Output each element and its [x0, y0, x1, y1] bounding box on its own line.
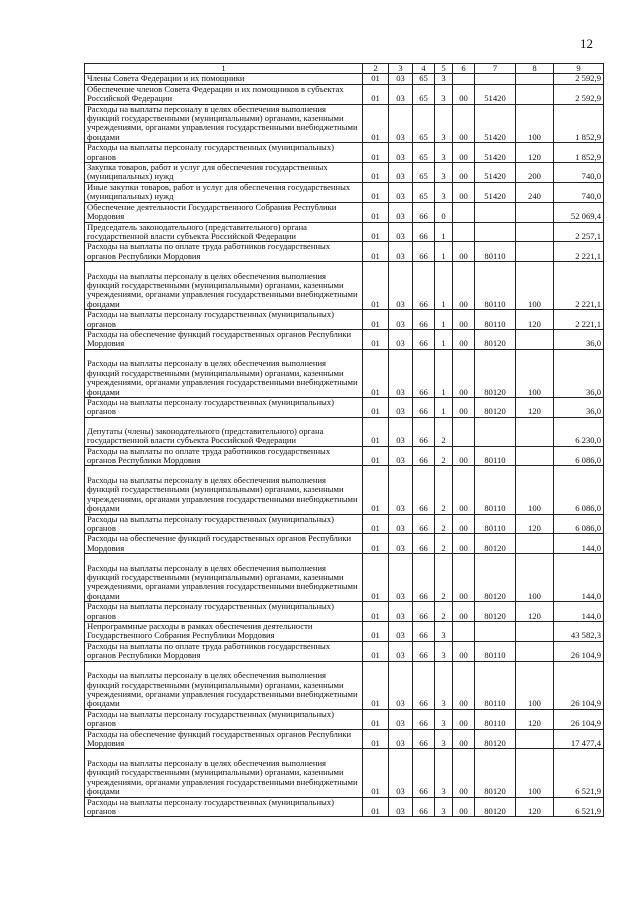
row-amount: 36,0: [554, 349, 604, 397]
row-section: 01: [363, 797, 389, 817]
row-subprogram: 3: [435, 74, 453, 84]
row-section: 01: [363, 466, 389, 514]
row-amount: 36,0: [554, 330, 604, 350]
row-amount: 52 069,4: [554, 202, 604, 222]
row-name: Расходы на выплаты персоналу государственных (муниципальных) органов: [85, 797, 363, 817]
row-amount: 26 104,9: [554, 641, 604, 661]
row-program: 66: [413, 417, 435, 446]
row-subprogram: 3: [435, 163, 453, 183]
table-row: [85, 330, 604, 350]
row-amount: 6 521,9: [554, 797, 604, 817]
row-direction: 00: [453, 84, 475, 104]
row-code: 80120: [475, 602, 516, 622]
row-section: 01: [363, 84, 389, 104]
row-code: 80120: [475, 330, 516, 350]
row-section: 01: [363, 446, 389, 466]
row-name: Расходы на выплаты по оплате труда работников государственных органов Республики Мордовия: [85, 641, 363, 661]
row-subsection: 03: [389, 397, 413, 417]
table-row: [85, 182, 604, 202]
row-subprogram: 1: [435, 242, 453, 262]
row-subprogram: 1: [435, 222, 453, 242]
row-program: 65: [413, 104, 435, 143]
row-subprogram: 2: [435, 554, 453, 602]
row-subprogram: 2: [435, 534, 453, 554]
row-subsection: 03: [389, 310, 413, 330]
row-code: 80110: [475, 466, 516, 514]
row-program: 65: [413, 84, 435, 104]
col-direction-header: 6: [453, 64, 475, 74]
row-subsection: 03: [389, 534, 413, 554]
table-row: [85, 202, 604, 222]
row-expense-type: 120: [516, 143, 554, 163]
row-amount: 2 221,1: [554, 242, 604, 262]
table-row: [85, 84, 604, 104]
row-code: [475, 222, 516, 242]
row-code: 80110: [475, 310, 516, 330]
row-amount: 2 257,1: [554, 222, 604, 242]
row-subprogram: 3: [435, 641, 453, 661]
row-subsection: 03: [389, 797, 413, 817]
row-section: 01: [363, 163, 389, 183]
row-amount: 1 852,9: [554, 143, 604, 163]
table-row: [85, 222, 604, 242]
table-row: [85, 514, 604, 534]
row-section: 01: [363, 349, 389, 397]
budget-table: [84, 63, 604, 817]
row-code: 80120: [475, 397, 516, 417]
row-section: 01: [363, 397, 389, 417]
row-section: 01: [363, 514, 389, 534]
row-program: 66: [413, 641, 435, 661]
table-row: [85, 104, 604, 143]
row-section: 01: [363, 709, 389, 729]
row-expense-type: [516, 417, 554, 446]
row-name: Расходы на выплаты персоналу в целях обеспечения выполнения функций государственными (муниципальными) органами, казенными учреждениями, органами управления государственными внебюджетными фондами: [85, 749, 363, 797]
row-program: 66: [413, 222, 435, 242]
row-section: 01: [363, 310, 389, 330]
row-direction: 00: [453, 182, 475, 202]
row-name: Закупка товаров, работ и услуг для обеспечения государственных (муниципальных) нужд: [85, 163, 363, 183]
row-subprogram: 3: [435, 729, 453, 749]
table-row: [85, 709, 604, 729]
row-expense-type: [516, 84, 554, 104]
row-expense-type: [516, 622, 554, 642]
row-direction: 00: [453, 104, 475, 143]
row-program: 66: [413, 709, 435, 729]
row-subprogram: 2: [435, 514, 453, 534]
row-name: Расходы на выплаты персоналу государственных (муниципальных) органов: [85, 397, 363, 417]
row-code: 80120: [475, 554, 516, 602]
row-expense-type: 100: [516, 749, 554, 797]
row-code: 80110: [475, 446, 516, 466]
row-subsection: 03: [389, 104, 413, 143]
row-amount: 144,0: [554, 554, 604, 602]
table-row: [85, 163, 604, 183]
row-amount: 6 086,0: [554, 514, 604, 534]
row-subprogram: 1: [435, 397, 453, 417]
row-program: 65: [413, 74, 435, 84]
row-program: 66: [413, 446, 435, 466]
row-direction: 00: [453, 514, 475, 534]
table-body: [85, 74, 604, 817]
row-direction: [453, 417, 475, 446]
row-expense-type: [516, 74, 554, 84]
row-name: Расходы на выплаты персоналу государственных (муниципальных) органов: [85, 709, 363, 729]
row-expense-type: [516, 202, 554, 222]
row-name: Расходы на выплаты по оплате труда работников государственных органов Республики Мордовия: [85, 242, 363, 262]
table-row: [85, 446, 604, 466]
row-code: 80120: [475, 534, 516, 554]
table-header-row: [85, 64, 604, 74]
row-code: 80110: [475, 242, 516, 262]
table-row: [85, 641, 604, 661]
row-amount: 26 104,9: [554, 709, 604, 729]
row-direction: 00: [453, 242, 475, 262]
col-amount-header: 9: [554, 64, 604, 74]
row-program: 66: [413, 466, 435, 514]
row-expense-type: 120: [516, 397, 554, 417]
row-direction: [453, 202, 475, 222]
row-name: Расходы на выплаты персоналу государственных (муниципальных) органов: [85, 143, 363, 163]
row-amount: 2 592,9: [554, 74, 604, 84]
row-amount: 144,0: [554, 602, 604, 622]
row-direction: 00: [453, 163, 475, 183]
row-section: 01: [363, 330, 389, 350]
row-subprogram: 3: [435, 143, 453, 163]
row-name: Расходы на обеспечение функций государственных органов Республики Мордовия: [85, 534, 363, 554]
row-subsection: 03: [389, 242, 413, 262]
row-subprogram: 3: [435, 797, 453, 817]
row-name: Расходы на выплаты персоналу государственных (муниципальных) органов: [85, 602, 363, 622]
row-program: 66: [413, 242, 435, 262]
row-name: Расходы на выплаты персоналу в целях обеспечения выполнения функций государственными (муниципальными) органами, казенными учреждениями, органами управления государственными внебюджетными фондами: [85, 349, 363, 397]
col-code-header: 7: [475, 64, 516, 74]
row-code: 51420: [475, 182, 516, 202]
table-row: [85, 554, 604, 602]
row-subsection: 03: [389, 163, 413, 183]
row-subsection: 03: [389, 729, 413, 749]
row-expense-type: 120: [516, 602, 554, 622]
row-code: 51420: [475, 143, 516, 163]
row-expense-type: [516, 534, 554, 554]
table-row: [85, 74, 604, 84]
row-amount: 740,0: [554, 182, 604, 202]
row-subprogram: 1: [435, 310, 453, 330]
row-code: 80110: [475, 709, 516, 729]
row-direction: 00: [453, 446, 475, 466]
row-program: 66: [413, 554, 435, 602]
row-section: 01: [363, 104, 389, 143]
row-name: Члены Совета Федерации и их помощники: [85, 74, 363, 84]
row-code: 80120: [475, 349, 516, 397]
table-row: [85, 602, 604, 622]
row-direction: 00: [453, 534, 475, 554]
row-expense-type: [516, 641, 554, 661]
row-code: 80120: [475, 729, 516, 749]
row-expense-type: 100: [516, 661, 554, 709]
row-subprogram: 1: [435, 330, 453, 350]
row-program: 66: [413, 602, 435, 622]
row-name: Обеспечение деятельности Государственного Собрания Республики Мордовия: [85, 202, 363, 222]
row-subsection: 03: [389, 749, 413, 797]
row-section: 01: [363, 143, 389, 163]
row-name: Расходы на выплаты персоналу в целях обеспечения выполнения функций государственными (муниципальными) органами, казенными учреждениями, органами управления государственными внебюджетными фондами: [85, 104, 363, 143]
table-row: [85, 397, 604, 417]
row-section: 01: [363, 222, 389, 242]
row-code: 80110: [475, 514, 516, 534]
row-code: [475, 202, 516, 222]
table-row: [85, 797, 604, 817]
row-subsection: 03: [389, 602, 413, 622]
row-expense-type: 120: [516, 514, 554, 534]
row-code: 51420: [475, 104, 516, 143]
row-subprogram: 3: [435, 749, 453, 797]
row-section: 01: [363, 262, 389, 310]
row-subsection: 03: [389, 143, 413, 163]
row-expense-type: 100: [516, 104, 554, 143]
row-program: 65: [413, 143, 435, 163]
row-direction: 00: [453, 602, 475, 622]
row-code: 80120: [475, 749, 516, 797]
row-name: Расходы на обеспечение функций государственных органов Республики Мордовия: [85, 729, 363, 749]
row-section: 01: [363, 622, 389, 642]
row-subsection: 03: [389, 446, 413, 466]
row-code: 51420: [475, 163, 516, 183]
row-subprogram: 2: [435, 446, 453, 466]
table-row: [85, 749, 604, 797]
table-row: [85, 466, 604, 514]
row-direction: [453, 222, 475, 242]
row-direction: 00: [453, 729, 475, 749]
page-number: 12: [580, 36, 593, 51]
row-name: Расходы на выплаты персоналу в целях обеспечения выполнения функций государственными (муниципальными) органами, казенными учреждениями, органами управления государственными внебюджетными фондами: [85, 661, 363, 709]
row-subprogram: 3: [435, 182, 453, 202]
col-subprogram-header: 5: [435, 64, 453, 74]
row-subsection: 03: [389, 554, 413, 602]
row-subprogram: 3: [435, 709, 453, 729]
row-amount: 2 221,1: [554, 262, 604, 310]
row-code: 80110: [475, 661, 516, 709]
row-subsection: 03: [389, 74, 413, 84]
row-code: 80110: [475, 641, 516, 661]
row-program: 66: [413, 622, 435, 642]
row-name: Расходы на выплаты персоналу в целях обеспечения выполнения функций государственными (муниципальными) органами, казенными учреждениями, органами управления государственными внебюджетными фондами: [85, 466, 363, 514]
table-row: [85, 310, 604, 330]
col-program-header: 4: [413, 64, 435, 74]
table-row: [85, 661, 604, 709]
col-subsection-header: 3: [389, 64, 413, 74]
row-name: Непрограммные расходы в рамках обеспечения деятельности Государственного Собрания Республики Мордовия: [85, 622, 363, 642]
row-program: 66: [413, 310, 435, 330]
row-subsection: 03: [389, 661, 413, 709]
row-code: 80120: [475, 797, 516, 817]
row-expense-type: 100: [516, 349, 554, 397]
row-program: 66: [413, 397, 435, 417]
row-subsection: 03: [389, 330, 413, 350]
row-direction: 00: [453, 330, 475, 350]
row-name: Расходы на выплаты персоналу государственных (муниципальных) органов: [85, 310, 363, 330]
row-program: 66: [413, 534, 435, 554]
row-amount: 17 477,4: [554, 729, 604, 749]
row-subsection: 03: [389, 417, 413, 446]
row-subsection: 03: [389, 709, 413, 729]
row-subprogram: 2: [435, 417, 453, 446]
row-expense-type: 120: [516, 709, 554, 729]
row-expense-type: 240: [516, 182, 554, 202]
row-direction: 00: [453, 143, 475, 163]
row-amount: 2 592,9: [554, 84, 604, 104]
row-amount: 2 221,1: [554, 310, 604, 330]
row-section: 01: [363, 661, 389, 709]
row-direction: 00: [453, 661, 475, 709]
row-direction: 00: [453, 554, 475, 602]
table-row: [85, 622, 604, 642]
row-code: 51420: [475, 84, 516, 104]
row-subprogram: 3: [435, 661, 453, 709]
table-row: [85, 262, 604, 310]
row-amount: 6 230,0: [554, 417, 604, 446]
row-section: 01: [363, 641, 389, 661]
row-amount: 144,0: [554, 534, 604, 554]
row-name: Расходы на выплаты персоналу в целях обеспечения выполнения функций государственными (муниципальными) органами, казенными учреждениями, органами управления государственными внебюджетными фондами: [85, 262, 363, 310]
row-direction: 00: [453, 641, 475, 661]
row-code: 80110: [475, 262, 516, 310]
row-subsection: 03: [389, 622, 413, 642]
row-expense-type: [516, 242, 554, 262]
row-subsection: 03: [389, 202, 413, 222]
row-section: 01: [363, 417, 389, 446]
row-subsection: 03: [389, 84, 413, 104]
row-name: Иные закупки товаров, работ и услуг для обеспечения государственных (муниципальных) нужд: [85, 182, 363, 202]
row-direction: 00: [453, 349, 475, 397]
row-expense-type: [516, 330, 554, 350]
row-subprogram: 0: [435, 202, 453, 222]
row-program: 66: [413, 661, 435, 709]
row-expense-type: 120: [516, 310, 554, 330]
row-subprogram: 3: [435, 104, 453, 143]
row-subprogram: 3: [435, 622, 453, 642]
row-subsection: 03: [389, 641, 413, 661]
row-direction: [453, 74, 475, 84]
row-section: 01: [363, 729, 389, 749]
row-subsection: 03: [389, 466, 413, 514]
row-subprogram: 3: [435, 84, 453, 104]
row-subsection: 03: [389, 349, 413, 397]
table-row: [85, 729, 604, 749]
row-amount: 6 086,0: [554, 466, 604, 514]
row-expense-type: 200: [516, 163, 554, 183]
row-name: Обеспечение членов Совета Федерации и их помощников в субъектах Российской Федерации: [85, 84, 363, 104]
row-program: 66: [413, 797, 435, 817]
row-subsection: 03: [389, 222, 413, 242]
row-subprogram: 1: [435, 349, 453, 397]
row-amount: 740,0: [554, 163, 604, 183]
row-program: 66: [413, 514, 435, 534]
row-name: Расходы на выплаты персоналу государственных (муниципальных) органов: [85, 514, 363, 534]
row-amount: 36,0: [554, 397, 604, 417]
row-direction: 00: [453, 749, 475, 797]
row-code: [475, 417, 516, 446]
row-section: 01: [363, 202, 389, 222]
row-expense-type: [516, 446, 554, 466]
row-program: 66: [413, 349, 435, 397]
row-expense-type: 100: [516, 554, 554, 602]
row-amount: 43 582,3: [554, 622, 604, 642]
row-amount: 6 521,9: [554, 749, 604, 797]
row-program: 66: [413, 202, 435, 222]
row-subsection: 03: [389, 514, 413, 534]
row-amount: 6 086,0: [554, 446, 604, 466]
table-row: [85, 143, 604, 163]
row-direction: 00: [453, 709, 475, 729]
row-expense-type: 120: [516, 797, 554, 817]
row-program: 65: [413, 182, 435, 202]
row-program: 65: [413, 163, 435, 183]
row-program: 66: [413, 330, 435, 350]
col-name-header: 1: [85, 64, 363, 74]
table-row: [85, 534, 604, 554]
row-code: [475, 74, 516, 84]
row-section: 01: [363, 182, 389, 202]
row-code: [475, 622, 516, 642]
row-subsection: 03: [389, 262, 413, 310]
row-direction: 00: [453, 397, 475, 417]
row-direction: 00: [453, 466, 475, 514]
row-name: Депутаты (члены) законодательного (представительного) органа государственной власти субъекта Российской Федерации: [85, 417, 363, 446]
row-name: Расходы на выплаты по оплате труда работников государственных органов Республики Мордовия: [85, 446, 363, 466]
row-subprogram: 2: [435, 466, 453, 514]
row-expense-type: [516, 729, 554, 749]
row-section: 01: [363, 554, 389, 602]
col-section-header: 2: [363, 64, 389, 74]
row-direction: [453, 622, 475, 642]
row-name: Расходы на выплаты персоналу в целях обеспечения выполнения функций государственными (муниципальными) органами, казенными учреждениями, органами управления государственными внебюджетными фондами: [85, 554, 363, 602]
row-section: 01: [363, 749, 389, 797]
row-expense-type: 100: [516, 262, 554, 310]
row-amount: 26 104,9: [554, 661, 604, 709]
row-subprogram: 1: [435, 262, 453, 310]
row-program: 66: [413, 729, 435, 749]
row-section: 01: [363, 534, 389, 554]
col-expense-type-header: 8: [516, 64, 554, 74]
row-expense-type: 100: [516, 466, 554, 514]
row-name: Председатель законодательного (представительного) органа государственной власти субъекта Российской Федерации: [85, 222, 363, 242]
row-expense-type: [516, 222, 554, 242]
row-name: Расходы на обеспечение функций государственных органов Республики Мордовия: [85, 330, 363, 350]
row-program: 66: [413, 262, 435, 310]
row-amount: 1 852,9: [554, 104, 604, 143]
table-row: [85, 242, 604, 262]
row-program: 66: [413, 749, 435, 797]
table-row: [85, 417, 604, 446]
row-subprogram: 2: [435, 602, 453, 622]
row-section: 01: [363, 602, 389, 622]
row-direction: 00: [453, 797, 475, 817]
table-row: [85, 349, 604, 397]
row-section: 01: [363, 242, 389, 262]
row-section: 01: [363, 74, 389, 84]
row-subsection: 03: [389, 182, 413, 202]
row-direction: 00: [453, 262, 475, 310]
row-direction: 00: [453, 310, 475, 330]
